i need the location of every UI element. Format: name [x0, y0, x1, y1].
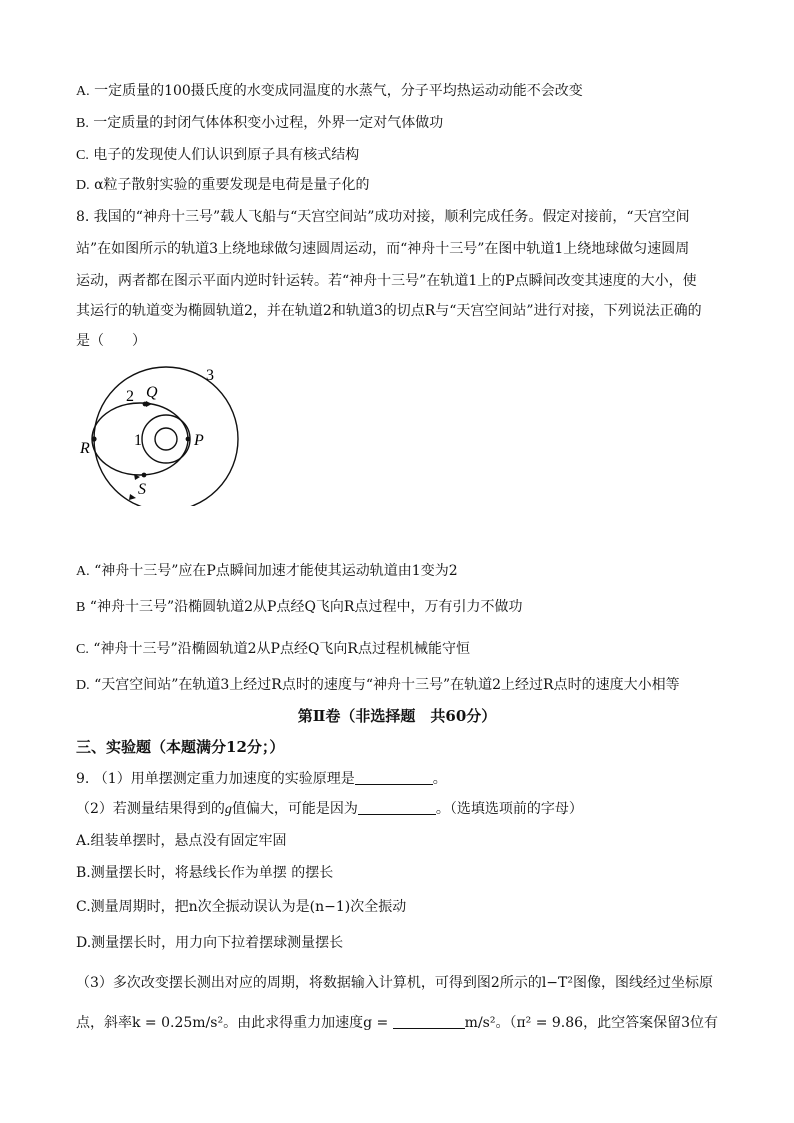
q8-stem-line-1: 8. 我国的“神舟十三号”载人飞船与“天宫空间站”成功对接，顺利完成任务。假定对接前，“天宫空间 — [76, 209, 690, 225]
option-text: “神舟十三号”沿椭圆轨道2从P点经Q飞向R点过程机械能守恒 — [93, 641, 470, 657]
label-p: P — [194, 432, 204, 449]
earth-circle — [155, 428, 177, 450]
q9-part-2-mid: 值偏大，可能是因为 — [231, 801, 358, 817]
q7-option-b — [76, 114, 443, 133]
q8-option-d — [76, 676, 680, 695]
q8-option-b — [76, 598, 522, 617]
label-q: Q — [146, 384, 158, 401]
option-letter: B — [76, 600, 86, 615]
q9-option-c: C.测量周期时，把n次全振动误认为是(n−1)次全振动 — [76, 899, 407, 915]
q9-part-2-suffix: 。（选填选项前的字母） — [435, 801, 583, 817]
point-p — [186, 437, 191, 442]
point-s — [142, 473, 147, 478]
q9-part-2-prefix: （2）若测量结果得到的 — [76, 801, 225, 817]
option-text: “神舟十三号”应在P点瞬间加速才能使其运动轨道由1变为2 — [94, 563, 458, 579]
section-3-title: 三、实验题（本题满分12分；） — [76, 738, 285, 756]
orbit-3-circle — [94, 367, 238, 506]
option-letter: C. — [76, 642, 89, 657]
label-orbit-3: 3 — [206, 367, 214, 384]
q9-part-3-line-2 — [76, 1014, 718, 1032]
q9-part-1-text: 9. （1）用单摆测定重力加速度的实验原理是 — [76, 771, 355, 787]
option-text: “神舟十三号”沿椭圆轨道2从P点经Q飞向R点过程中，万有引力不做功 — [89, 599, 523, 615]
q8-stem-line-4: 其运行的轨道变为椭圆轨道2，并在轨道2和轨道3的切点R与“天宫空间站”进行对接，下列说法正确的 — [76, 303, 702, 319]
option-text: α粒子散射实验的重要发现是电荷是量子化的 — [94, 177, 370, 193]
arrow-orbit2-top — [146, 401, 152, 407]
orbit-diagram — [78, 366, 248, 506]
q8-option-c — [76, 640, 470, 659]
answer-blank-3[interactable] — [393, 1014, 465, 1029]
q8-stem-line-2: 站”在如图所示的轨道3上绕地球做匀速圆周运动，而“神舟十三号”在图中轨道1上绕地球做匀速圆周 — [76, 241, 690, 257]
q9-part-2 — [76, 800, 583, 819]
option-text: “天宫空间站”在轨道3上经过R点时的速度与“神舟十三号”在轨道2上经过R点时的速度大小相等 — [94, 677, 680, 693]
label-s: S — [138, 481, 146, 498]
option-letter: A. — [76, 84, 90, 99]
q9-part-3-text-a: 点，斜率k = 0.25m/s²。由此求得重力加速度g = — [76, 1015, 393, 1031]
q9-part-3-line-1: （3）多次改变摆长测出对应的周期，将数据输入计算机，可得到图2所示的l−T²图像，图线经过坐标原 — [76, 975, 713, 991]
label-orbit-2: 2 — [126, 388, 134, 405]
answer-blank-2[interactable] — [358, 800, 436, 815]
q9-part-1 — [76, 770, 447, 788]
option-letter: D. — [76, 678, 90, 693]
option-letter: A. — [76, 564, 90, 579]
q9-part-1-suffix: 。 — [432, 771, 447, 787]
arrow-orbit3-bottom — [129, 494, 136, 500]
q7-option-a — [76, 82, 583, 101]
q7-option-d — [76, 176, 370, 195]
q9-option-b: B.测量摆长时，将悬线长作为单摆 的摆长 — [76, 865, 334, 881]
q9-var-g: g — [224, 802, 232, 817]
option-letter: C. — [76, 148, 89, 163]
point-r — [91, 436, 96, 441]
q8-stem-line-3: 运动，两者都在图示平面内逆时针运转。若“神舟十三号”在轨道1上的P点瞬间改变其速度的大小，使 — [76, 273, 697, 289]
q7-option-c — [76, 146, 359, 165]
option-text: 一定质量的封闭气体体积变小过程，外界一定对气体做功 — [93, 115, 444, 131]
option-text: 电子的发现使人们认识到原子具有核式结构 — [93, 147, 360, 163]
label-orbit-1: 1 — [134, 432, 142, 449]
q9-option-d: D.测量摆长时，用力向下拉着摆球测量摆长 — [76, 935, 344, 951]
label-r: R — [80, 440, 90, 457]
q8-stem-line-5: 是（ ） — [76, 333, 146, 349]
option-letter: D. — [76, 178, 90, 193]
option-letter: B. — [76, 116, 89, 131]
q8-option-a — [76, 562, 458, 581]
q9-part-3-text-b: m/s²。（π² = 9.86，此空答案保留3位有 — [464, 1015, 718, 1031]
answer-blank-1[interactable] — [355, 770, 433, 785]
part-2-title: 第Ⅱ卷（非选择题 共60分） — [297, 707, 497, 725]
option-text: 一定质量的100摄氏度的水变成同温度的水蒸气，分子平均热运动动能不会改变 — [94, 83, 583, 99]
q9-option-a: A.组装单摆时，悬点没有固定牢固 — [76, 833, 287, 849]
orbit-1-circle — [142, 415, 190, 463]
